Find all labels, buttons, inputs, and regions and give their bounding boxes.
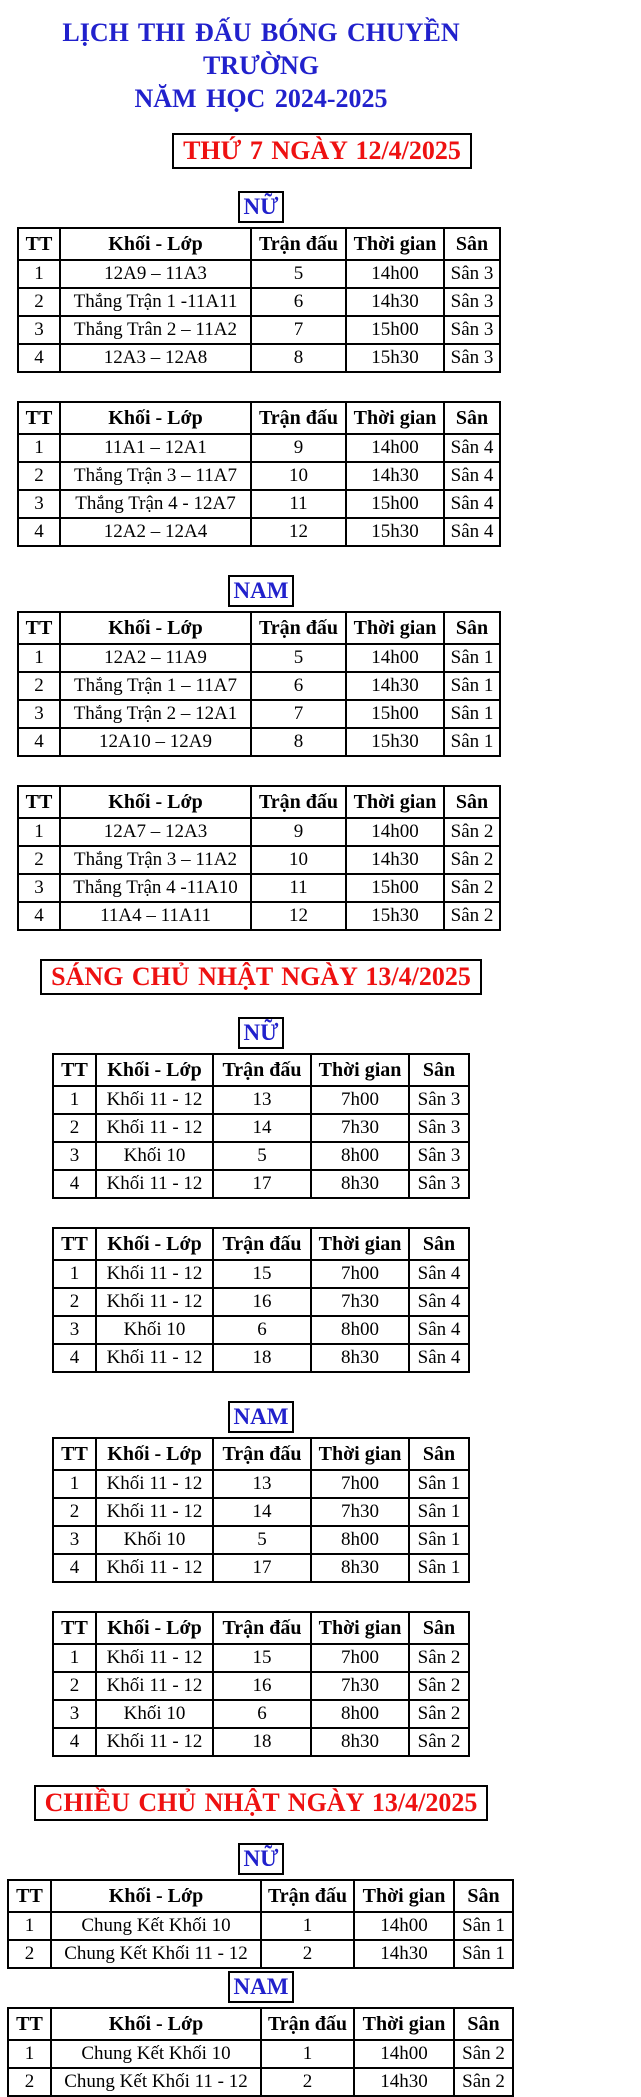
table-cell: 15 (213, 1260, 311, 1288)
table-cell: 14h30 (346, 846, 444, 874)
table-cell: 4 (18, 728, 60, 756)
table-row (8, 2068, 513, 2096)
gender-label-women-finals: NỮ (238, 1843, 285, 1875)
table-cell: 16 (213, 1288, 311, 1316)
table-cell: Khối 11 - 12 (96, 1086, 213, 1114)
table-cell: Sân 4 (409, 1260, 469, 1288)
table-cell: Sân 1 (444, 700, 500, 728)
table-cell: 15h30 (346, 902, 444, 930)
table-cell: Khối 10 (96, 1700, 213, 1728)
table-saturday-men-court1 (17, 611, 501, 757)
table-header-row (8, 1880, 513, 1912)
column-header: TT (8, 1880, 51, 1912)
table-cell: Khối 10 (96, 1526, 213, 1554)
table-cell: 5 (251, 260, 346, 288)
table-row (18, 518, 500, 546)
table-cell: 1 (261, 1912, 354, 1940)
table-cell: 15h30 (346, 518, 444, 546)
table-cell: Sân 2 (444, 846, 500, 874)
table-cell: 15h00 (346, 874, 444, 902)
table-cell: 14h00 (354, 1912, 454, 1940)
table-cell: Thắng Trận 3 – 11A7 (60, 462, 251, 490)
table-cell: Khối 11 - 12 (96, 1344, 213, 1372)
table-row (18, 644, 500, 672)
table-cell: Sân 3 (444, 344, 500, 372)
column-header: Khối - Lớp (60, 228, 251, 260)
table-saturday-women-court3 (17, 227, 501, 373)
table-cell: Sân 4 (444, 490, 500, 518)
section-heading-sunday-afternoon: CHIỀU CHỦ NHẬT NGÀY 13/4/2025 (34, 1785, 489, 1821)
table-cell: 2 (53, 1498, 96, 1526)
table-header-row (18, 402, 500, 434)
table-cell: 3 (53, 1142, 96, 1170)
table-cell: 7h30 (311, 1114, 409, 1142)
table-cell: Sân 1 (409, 1470, 469, 1498)
table-cell: 2 (18, 462, 60, 490)
table-row (53, 1288, 469, 1316)
table-header-row (53, 1612, 469, 1644)
table-cell: 1 (18, 434, 60, 462)
table-row (53, 1672, 469, 1700)
table-cell: Sân 4 (444, 462, 500, 490)
column-header: Khối - Lớp (60, 786, 251, 818)
table-cell: 7h00 (311, 1260, 409, 1288)
table-cell: Khối 10 (96, 1316, 213, 1344)
table-row (18, 700, 500, 728)
table-cell: 1 (261, 2040, 354, 2068)
table-cell: 14h00 (346, 260, 444, 288)
table-sunday-morning-men-court1 (52, 1437, 470, 1583)
column-header: Sân (444, 612, 500, 644)
table-row (18, 490, 500, 518)
table-cell: Sân 3 (409, 1142, 469, 1170)
column-header: TT (18, 228, 60, 260)
table-cell: 15h30 (346, 728, 444, 756)
table-cell: 12 (251, 902, 346, 930)
column-header: TT (18, 402, 60, 434)
table-cell: 15h30 (346, 344, 444, 372)
table-cell: 12A10 – 12A9 (60, 728, 251, 756)
column-header: Khối - Lớp (96, 1612, 213, 1644)
table-cell: 4 (53, 1170, 96, 1198)
document-title-line-1: LỊCH THI ĐẤU BÓNG CHUYỀN TRƯỜNG (62, 18, 460, 80)
column-header: Thời gian (311, 1438, 409, 1470)
column-header: Thời gian (346, 786, 444, 818)
table-cell: 14 (213, 1498, 311, 1526)
table-cell: 8h30 (311, 1344, 409, 1372)
table-row (8, 1912, 513, 1940)
column-header: Trận đấu (213, 1612, 311, 1644)
column-header: TT (53, 1612, 96, 1644)
table-row (53, 1170, 469, 1198)
table-row (8, 1940, 513, 1968)
table-row (53, 1644, 469, 1672)
table-cell: 12A2 – 12A4 (60, 518, 251, 546)
column-header: Khối - Lớp (60, 612, 251, 644)
table-cell: Khối 11 - 12 (96, 1288, 213, 1316)
table-row (53, 1114, 469, 1142)
column-header: Khối - Lớp (96, 1228, 213, 1260)
document-title-line-2: NĂM HỌC 2024-2025 (134, 84, 388, 113)
gender-label-women-saturday: NỮ (238, 191, 285, 223)
table-cell: 8h30 (311, 1170, 409, 1198)
column-header: TT (18, 786, 60, 818)
table-cell: 14h30 (346, 288, 444, 316)
gender-label-men-sunday-morning: NAM (228, 1401, 295, 1433)
table-cell: 12A9 – 11A3 (60, 260, 251, 288)
table-cell: Sân 2 (409, 1672, 469, 1700)
table-cell: Sân 1 (454, 1912, 513, 1940)
table-finals-men-court2 (7, 2007, 514, 2097)
table-cell: 13 (213, 1086, 311, 1114)
table-cell: Thắng Trận 3 – 11A2 (60, 846, 251, 874)
table-row (53, 1260, 469, 1288)
table-cell: Thắng Trân 2 – 11A2 (60, 316, 251, 344)
table-row (53, 1086, 469, 1114)
column-header: TT (53, 1054, 96, 1086)
table-cell: Chung Kết Khối 10 (51, 2040, 261, 2068)
table-cell: 6 (213, 1316, 311, 1344)
table-header-row (53, 1054, 469, 1086)
gender-label-men-finals: NAM (228, 1971, 295, 2003)
table-cell: 8h30 (311, 1554, 409, 1582)
table-row (18, 344, 500, 372)
column-header: Sân (409, 1612, 469, 1644)
table-cell: Sân 2 (444, 874, 500, 902)
table-cell: Sân 3 (409, 1086, 469, 1114)
column-header: TT (8, 2008, 51, 2040)
column-header: Sân (444, 228, 500, 260)
table-cell: Khối 11 - 12 (96, 1644, 213, 1672)
table-cell: 5 (251, 644, 346, 672)
table-row (53, 1142, 469, 1170)
table-cell: Sân 4 (409, 1344, 469, 1372)
table-cell: 6 (213, 1700, 311, 1728)
table-cell: Sân 4 (444, 518, 500, 546)
table-cell: 3 (18, 874, 60, 902)
table-cell: Sân 2 (409, 1700, 469, 1728)
table-cell: 5 (213, 1142, 311, 1170)
table-cell: 10 (251, 462, 346, 490)
table-row (8, 2040, 513, 2068)
table-saturday-women-court4 (17, 401, 501, 547)
column-header: Thời gian (346, 228, 444, 260)
section-heading-saturday: THỨ 7 NGÀY 12/4/2025 (172, 133, 472, 169)
table-cell: Sân 3 (409, 1170, 469, 1198)
table-header-row (8, 2008, 513, 2040)
table-cell: 4 (18, 518, 60, 546)
table-cell: 2 (53, 1288, 96, 1316)
table-row (18, 288, 500, 316)
column-header: Thời gian (311, 1228, 409, 1260)
table-cell: Thắng Trận 2 – 12A1 (60, 700, 251, 728)
table-cell: 12 (251, 518, 346, 546)
gender-label-men-saturday: NAM (228, 575, 295, 607)
table-cell: 8 (251, 728, 346, 756)
table-row (18, 462, 500, 490)
table-cell: 18 (213, 1344, 311, 1372)
table-cell: 6 (251, 288, 346, 316)
column-header: Trận đấu (251, 786, 346, 818)
table-cell: 1 (18, 644, 60, 672)
table-cell: 3 (18, 490, 60, 518)
table-cell: 1 (53, 1260, 96, 1288)
table-cell: Thắng Trận 1 – 11A7 (60, 672, 251, 700)
table-cell: 15 (213, 1644, 311, 1672)
table-sunday-morning-women-court4 (52, 1227, 470, 1373)
column-header: Trận đấu (213, 1054, 311, 1086)
table-cell: 15h00 (346, 316, 444, 344)
table-cell: 14h00 (346, 644, 444, 672)
table-cell: 8h30 (311, 1728, 409, 1756)
table-cell: 14h00 (354, 2040, 454, 2068)
table-cell: 2 (8, 2068, 51, 2096)
table-row (18, 818, 500, 846)
table-cell: Khối 11 - 12 (96, 1114, 213, 1142)
table-cell: Sân 3 (409, 1114, 469, 1142)
table-cell: 7h30 (311, 1498, 409, 1526)
table-cell: 8h00 (311, 1526, 409, 1554)
table-cell: Chung Kết Khối 11 - 12 (51, 2068, 261, 2096)
table-row (53, 1700, 469, 1728)
table-cell: 15h00 (346, 490, 444, 518)
table-row (18, 434, 500, 462)
table-cell: Chung Kết Khối 10 (51, 1912, 261, 1940)
column-header: Trận đấu (213, 1438, 311, 1470)
section-heading-sunday-morning: SÁNG CHỦ NHẬT NGÀY 13/4/2025 (40, 959, 482, 995)
table-cell: Khối 11 - 12 (96, 1498, 213, 1526)
column-header: Thời gian (354, 1880, 454, 1912)
column-header: Khối - Lớp (96, 1438, 213, 1470)
table-cell: Sân 1 (444, 672, 500, 700)
table-cell: 1 (8, 2040, 51, 2068)
table-row (53, 1554, 469, 1582)
table-row (53, 1470, 469, 1498)
column-header: Thời gian (346, 402, 444, 434)
table-row (18, 846, 500, 874)
table-cell: 14h30 (346, 672, 444, 700)
table-cell: Sân 2 (409, 1728, 469, 1756)
table-cell: 7 (251, 700, 346, 728)
table-cell: 12A3 – 12A8 (60, 344, 251, 372)
table-sunday-morning-women-court3 (52, 1053, 470, 1199)
table-cell: Khối 11 - 12 (96, 1728, 213, 1756)
table-cell: Thắng Trận 4 -11A10 (60, 874, 251, 902)
table-cell: Khối 11 - 12 (96, 1554, 213, 1582)
table-sunday-morning-men-court2 (52, 1611, 470, 1757)
table-cell: 4 (18, 344, 60, 372)
table-cell: 13 (213, 1470, 311, 1498)
table-cell: Khối 11 - 12 (96, 1260, 213, 1288)
table-cell: 14h30 (354, 1940, 454, 1968)
column-header: TT (53, 1438, 96, 1470)
table-cell: 4 (18, 902, 60, 930)
table-header-row (53, 1228, 469, 1260)
table-cell: 9 (251, 434, 346, 462)
table-cell: 16 (213, 1672, 311, 1700)
table-cell: 17 (213, 1170, 311, 1198)
column-header: Thời gian (354, 2008, 454, 2040)
table-header-row (18, 786, 500, 818)
table-cell: 3 (18, 700, 60, 728)
table-cell: 2 (18, 846, 60, 874)
table-cell: Sân 3 (444, 288, 500, 316)
column-header: Trận đấu (251, 402, 346, 434)
gender-label-women-sunday-morning: NỮ (238, 1017, 285, 1049)
table-row (18, 728, 500, 756)
table-cell: Sân 2 (409, 1644, 469, 1672)
table-row (18, 902, 500, 930)
table-cell: 14h30 (346, 462, 444, 490)
table-row (18, 874, 500, 902)
table-saturday-men-court2 (17, 785, 501, 931)
table-cell: Sân 4 (444, 434, 500, 462)
table-cell: 8h00 (311, 1142, 409, 1170)
table-cell: 3 (53, 1700, 96, 1728)
table-row (53, 1728, 469, 1756)
column-header: Khối - Lớp (96, 1054, 213, 1086)
table-cell: 12A7 – 12A3 (60, 818, 251, 846)
column-header: TT (53, 1228, 96, 1260)
table-cell: 2 (53, 1672, 96, 1700)
table-cell: 8h00 (311, 1316, 409, 1344)
table-cell: Thắng Trận 4 - 12A7 (60, 490, 251, 518)
column-header: Khối - Lớp (60, 402, 251, 434)
table-cell: Sân 2 (444, 902, 500, 930)
table-row (18, 260, 500, 288)
table-cell: Chung Kết Khối 11 - 12 (51, 1940, 261, 1968)
table-cell: Sân 1 (409, 1526, 469, 1554)
table-cell: 5 (213, 1526, 311, 1554)
table-finals-women-court1 (7, 1879, 514, 1969)
table-header-row (53, 1438, 469, 1470)
table-cell: 6 (251, 672, 346, 700)
table-cell: 14h00 (346, 818, 444, 846)
table-cell: 1 (53, 1470, 96, 1498)
table-cell: 7h30 (311, 1672, 409, 1700)
table-cell: Thắng Trận 1 -11A11 (60, 288, 251, 316)
table-cell: 11A1 – 12A1 (60, 434, 251, 462)
table-cell: Sân 2 (454, 2040, 513, 2068)
table-cell: 11 (251, 874, 346, 902)
table-cell: 10 (251, 846, 346, 874)
column-header: Thời gian (346, 612, 444, 644)
table-cell: 1 (18, 260, 60, 288)
table-cell: Sân 1 (444, 728, 500, 756)
table-cell: 1 (53, 1644, 96, 1672)
table-cell: 1 (53, 1086, 96, 1114)
table-header-row (18, 228, 500, 260)
table-row (53, 1344, 469, 1372)
table-cell: 2 (261, 1940, 354, 1968)
table-cell: Sân 2 (444, 818, 500, 846)
table-cell: 17 (213, 1554, 311, 1582)
column-header: Sân (409, 1438, 469, 1470)
table-cell: 2 (53, 1114, 96, 1142)
table-row (53, 1526, 469, 1554)
table-cell: 14h00 (346, 434, 444, 462)
table-cell: 7 (251, 316, 346, 344)
table-cell: 1 (8, 1912, 51, 1940)
table-cell: 9 (251, 818, 346, 846)
column-header: TT (18, 612, 60, 644)
table-row (53, 1498, 469, 1526)
table-cell: 8h00 (311, 1700, 409, 1728)
table-cell: 11 (251, 490, 346, 518)
table-cell: 14 (213, 1114, 311, 1142)
table-cell: 7h00 (311, 1086, 409, 1114)
column-header: Sân (409, 1054, 469, 1086)
table-cell: Sân 4 (409, 1288, 469, 1316)
table-cell: Khối 11 - 12 (96, 1672, 213, 1700)
column-header: Thời gian (311, 1054, 409, 1086)
table-cell: Khối 10 (96, 1142, 213, 1170)
table-cell: 3 (53, 1316, 96, 1344)
column-header: Trận đấu (261, 2008, 354, 2040)
table-cell: Khối 11 - 12 (96, 1470, 213, 1498)
table-cell: Sân 3 (444, 260, 500, 288)
column-header: Sân (444, 786, 500, 818)
table-cell: 15h00 (346, 700, 444, 728)
table-cell: 1 (18, 818, 60, 846)
table-cell: 3 (18, 316, 60, 344)
column-header: Sân (409, 1228, 469, 1260)
table-cell: Sân 4 (409, 1316, 469, 1344)
column-header: Thời gian (311, 1612, 409, 1644)
column-header: Trận đấu (213, 1228, 311, 1260)
table-cell: 2 (18, 288, 60, 316)
column-header: Sân (454, 2008, 513, 2040)
table-cell: 8 (251, 344, 346, 372)
table-cell: Sân 1 (454, 1940, 513, 1968)
column-header: Trận đấu (251, 612, 346, 644)
table-cell: 4 (53, 1554, 96, 1582)
column-header: Trận đấu (251, 228, 346, 260)
table-cell: 12A2 – 11A9 (60, 644, 251, 672)
table-cell: 11A4 – 11A11 (60, 902, 251, 930)
table-cell: Sân 1 (409, 1498, 469, 1526)
column-header: Khối - Lớp (51, 1880, 261, 1912)
table-cell: Sân 1 (444, 644, 500, 672)
table-cell: 7h00 (311, 1470, 409, 1498)
table-header-row (18, 612, 500, 644)
table-cell: Khối 11 - 12 (96, 1170, 213, 1198)
table-cell: 18 (213, 1728, 311, 1756)
column-header: Trận đấu (261, 1880, 354, 1912)
column-header: Sân (444, 402, 500, 434)
table-cell: 2 (18, 672, 60, 700)
table-cell: Sân 1 (409, 1554, 469, 1582)
table-cell: 2 (261, 2068, 354, 2096)
table-row (53, 1316, 469, 1344)
table-cell: 2 (8, 1940, 51, 1968)
column-header: Sân (454, 1880, 513, 1912)
table-row (18, 316, 500, 344)
table-cell: 14h30 (354, 2068, 454, 2096)
table-cell: 4 (53, 1344, 96, 1372)
table-cell: Sân 2 (454, 2068, 513, 2096)
table-cell: 7h30 (311, 1288, 409, 1316)
table-cell: 3 (53, 1526, 96, 1554)
table-cell: 4 (53, 1728, 96, 1756)
table-cell: 7h00 (311, 1644, 409, 1672)
table-row (18, 672, 500, 700)
table-cell: Sân 3 (444, 316, 500, 344)
column-header: Khối - Lớp (51, 2008, 261, 2040)
document-title (0, 0, 522, 115)
